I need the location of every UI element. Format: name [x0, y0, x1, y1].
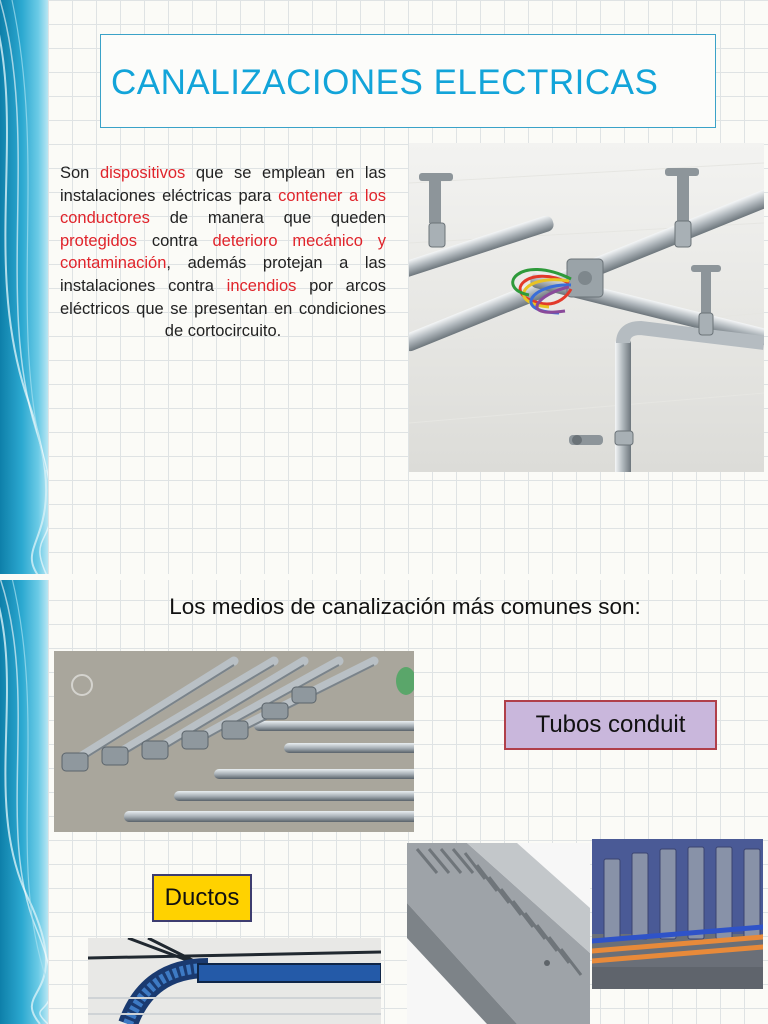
slotted-duct-image	[407, 843, 590, 1024]
tubos-conduit-label: Tubos conduit	[504, 700, 717, 750]
slide-separator	[0, 574, 768, 580]
body-text-3: de manera que queden	[149, 209, 386, 228]
highlight-protegidos: protegidos	[60, 231, 138, 250]
title-box	[100, 34, 716, 128]
section-subtitle: Los medios de canalización más comunes son:	[169, 594, 641, 619]
conduit-installation-image	[409, 143, 764, 472]
highlight-incendios: incendios	[226, 276, 297, 295]
body-text-1: Son	[60, 164, 100, 182]
body-text-5: , además protejan a las instalaciones contra	[60, 254, 386, 295]
conduit-tubes-image	[54, 651, 414, 832]
cable-tray-image	[88, 938, 381, 1024]
ductos-label: Ductos	[152, 874, 252, 922]
left-decorative-band-2	[0, 578, 48, 1024]
description-paragraph	[60, 162, 386, 343]
highlight-dispositivos: dispositivos	[99, 164, 186, 182]
body-text-6: por arcos eléctricos que se presentan en condiciones de cortocircuito.	[60, 276, 386, 341]
body-text-4: contra	[137, 231, 213, 250]
highlight-deterioro: deterioro mecánico y contaminación	[60, 231, 386, 273]
body-text-2: que se emplean en las instalaciones eléctricas para	[60, 164, 386, 205]
page-title: CANALIZACIONES ELECTRICAS	[111, 63, 659, 102]
left-decorative-band	[0, 0, 48, 578]
duct-with-cables-image	[592, 839, 763, 989]
highlight-contener: contener a los conductores	[60, 186, 386, 228]
